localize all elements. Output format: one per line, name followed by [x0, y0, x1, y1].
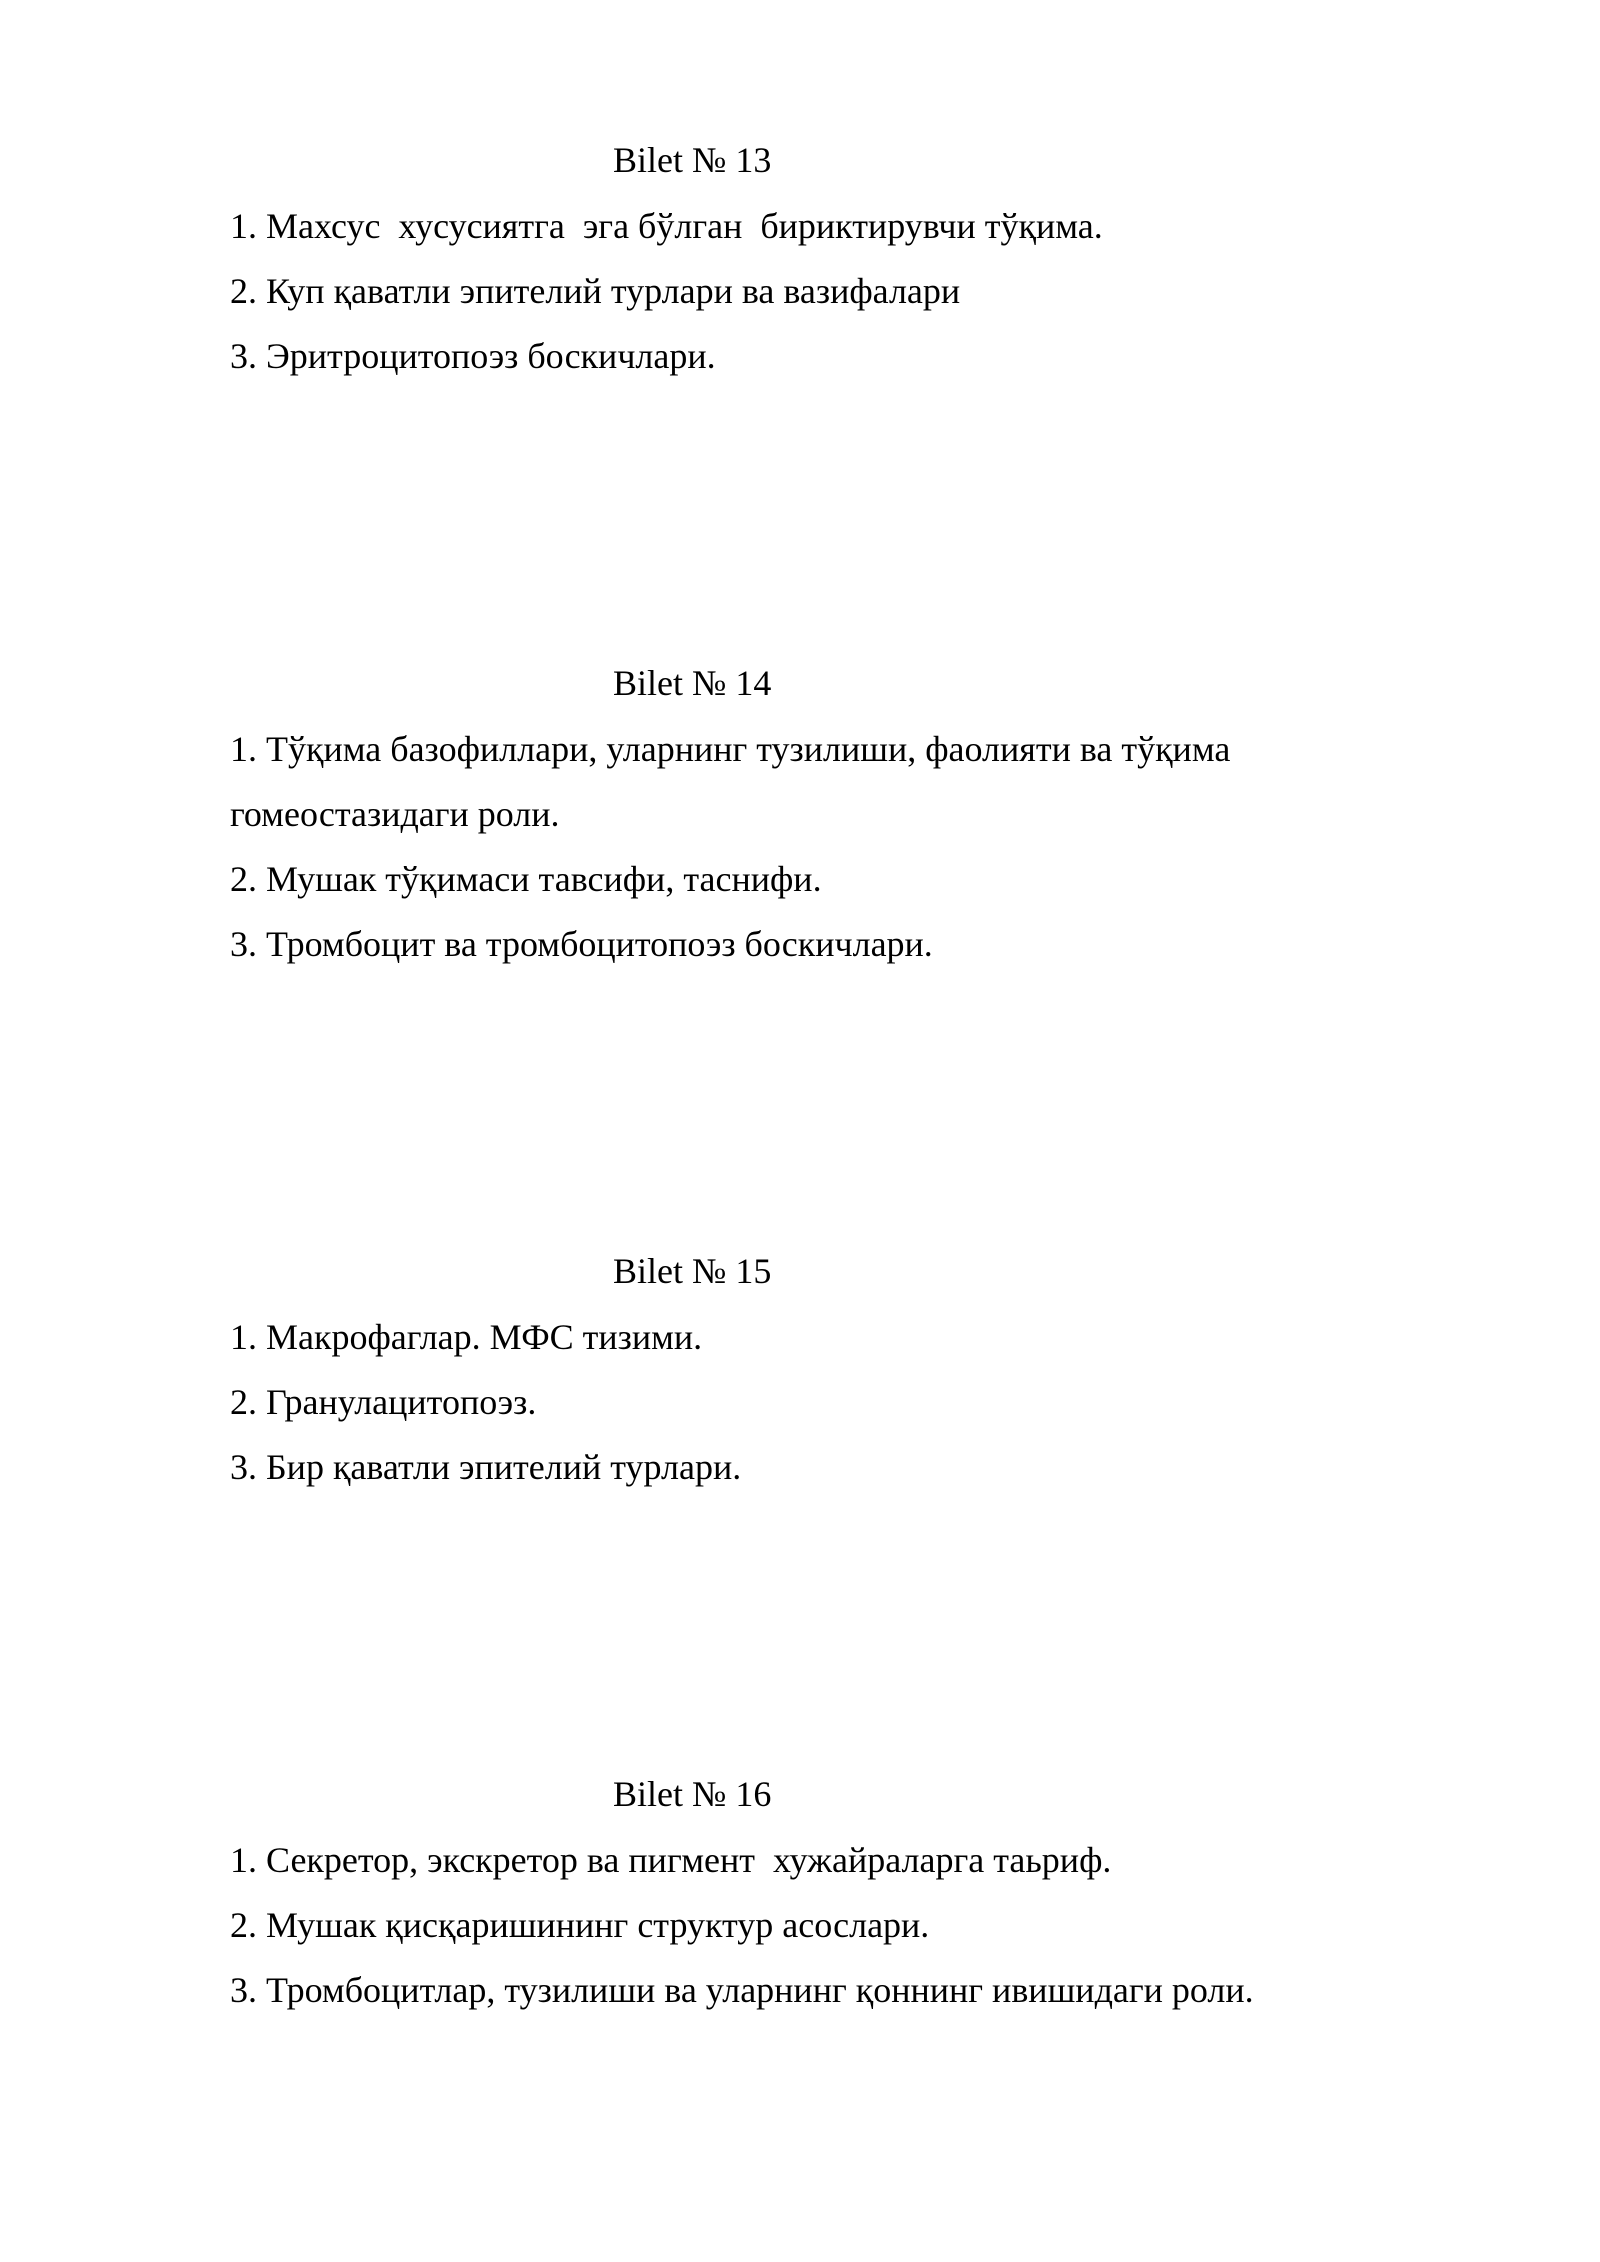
ticket-question: 1. Махсус хусусиятга эга бўлган бириктирувчи тўқима.	[230, 206, 1103, 246]
ticket-question: 3. Тромбоцитлар, тузилиши ва уларнинг қоннинг ивишидаги роли.	[230, 1970, 1254, 2010]
ticket-title: Bilet № 13	[613, 140, 772, 180]
ticket-question: 1. Тўқима базофиллари, уларнинг тузилиши, фаолияти ва тўқима	[230, 729, 1231, 769]
ticket-question: 3. Эритроцитопоэз боскичлари.	[230, 336, 716, 376]
ticket-question: 2. Мушак тўқимаси тавсифи, таснифи.	[230, 859, 822, 899]
ticket-question: 3. Бир қаватли эпителий турлари.	[230, 1447, 742, 1487]
ticket-question: 2. Гранулацитопоэз.	[230, 1382, 537, 1422]
ticket-title: Bilet № 15	[613, 1251, 772, 1291]
ticket-question: 2. Мушак қисқаришининг структур асослари.	[230, 1905, 930, 1945]
ticket-question: 1. Макрофаглар. МФС тизими.	[230, 1317, 703, 1357]
ticket-question: 3. Тромбоцит ва тромбоцитопоэз боскичлари.	[230, 924, 933, 964]
ticket-title: Bilet № 14	[613, 663, 772, 703]
ticket-question-continuation: гомеостазидаги роли.	[230, 794, 560, 834]
ticket-title: Bilet № 16	[613, 1774, 772, 1814]
ticket-question: 1. Секретор, экскретор ва пигмент хужайраларга таьриф.	[230, 1840, 1112, 1880]
ticket-question: 2. Куп қаватли эпителий турлари ва вазифалари	[230, 271, 961, 311]
